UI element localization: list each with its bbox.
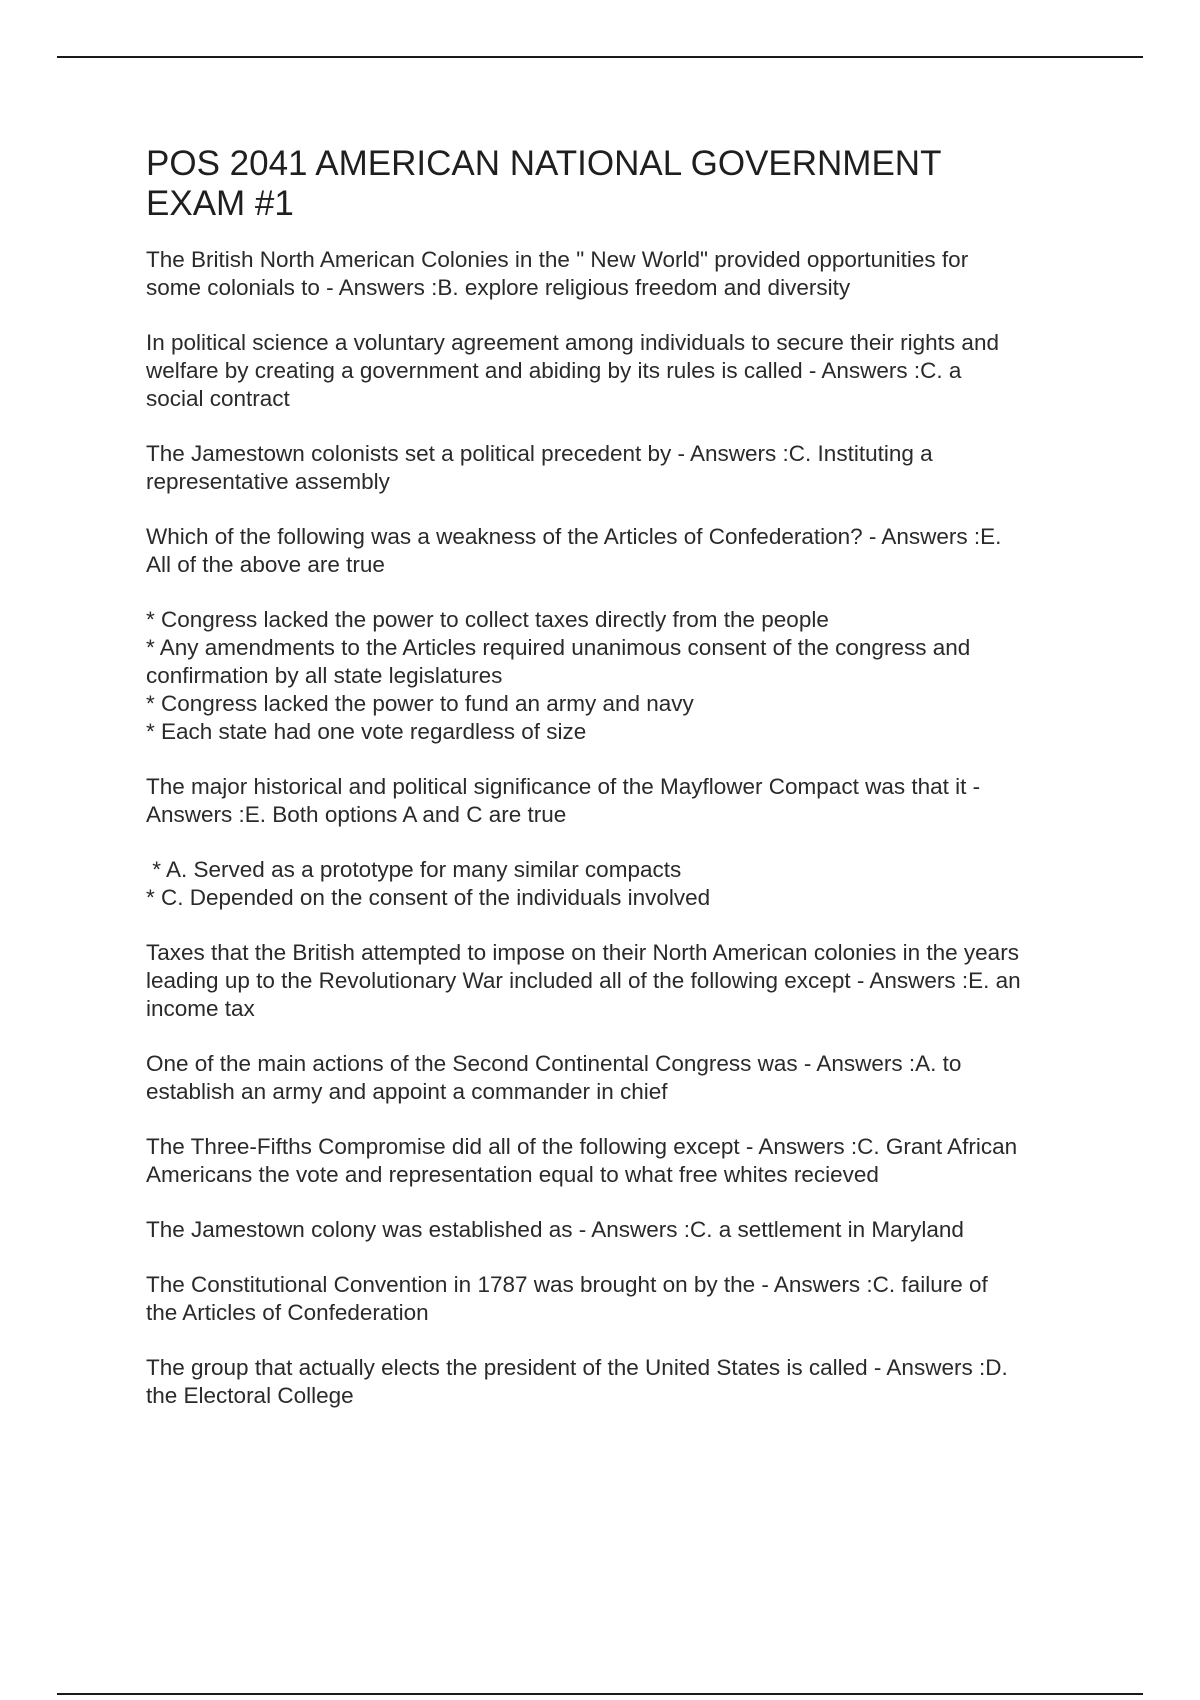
bullet-line: * Congress lacked the power to collect taxes directly from the people — [146, 607, 829, 632]
text-line: the Articles of Confederation — [146, 1300, 429, 1325]
document-title — [146, 144, 1106, 224]
bullet-line: * Each state had one vote regardless of size — [146, 719, 587, 744]
question-3 — [146, 440, 1106, 496]
text-line: welfare by creating a government and abiding by its rules is called - Answers :C. a — [146, 358, 962, 383]
text-line: Answers :E. Both options A and C are true — [146, 802, 567, 827]
text-line: establish an army and appoint a commander in chief — [146, 1079, 668, 1104]
text-line: The British North American Colonies in the " New World" provided opportunities for — [146, 247, 969, 272]
answer-bullet-list — [146, 606, 1106, 746]
text-line: leading up to the Revolutionary War included all of the following except - Answers :E. an — [146, 968, 1021, 993]
question-6 — [146, 939, 1106, 1023]
bottom-divider — [57, 1693, 1143, 1695]
text-line: income tax — [146, 996, 255, 1021]
text-line: Which of the following was a weakness of the Articles of Confederation? - Answers :E. — [146, 524, 1002, 549]
title-line: EXAM #1 — [146, 184, 294, 223]
text-line: social contract — [146, 386, 290, 411]
top-divider — [57, 56, 1143, 58]
question-2 — [146, 329, 1106, 413]
question-10 — [146, 1271, 1106, 1327]
text-line: Americans the vote and representation equal to what free whites recieved — [146, 1162, 879, 1187]
text-line: One of the main actions of the Second Continental Congress was - Answers :A. to — [146, 1051, 962, 1076]
question-5 — [146, 773, 1106, 829]
bullet-line: * Any amendments to the Articles required unanimous consent of the congress and — [146, 635, 971, 660]
question-8 — [146, 1133, 1106, 1189]
text-line: The major historical and political significance of the Mayflower Compact was that it - — [146, 774, 981, 799]
title-line: POS 2041 AMERICAN NATIONAL GOVERNMENT — [146, 144, 942, 183]
text-line: some colonials to - Answers :B. explore religious freedom and diversity — [146, 275, 851, 300]
question-4 — [146, 523, 1106, 579]
question-1 — [146, 246, 1106, 302]
answer-bullet-list — [146, 856, 1106, 912]
document-body — [146, 144, 1106, 1437]
text-line: representative assembly — [146, 469, 390, 494]
text-line: The Jamestown colonists set a political precedent by - Answers :C. Instituting a — [146, 441, 933, 466]
text-line: the Electoral College — [146, 1383, 354, 1408]
text-line: Taxes that the British attempted to impose on their North American colonies in the years — [146, 940, 1019, 965]
bullet-line: * C. Depended on the consent of the individuals involved — [146, 885, 711, 910]
question-11 — [146, 1354, 1106, 1410]
text-line: The group that actually elects the president of the United States is called - Answers :D. — [146, 1355, 1008, 1380]
text-line: In political science a voluntary agreement among individuals to secure their rights and — [146, 330, 999, 355]
question-7 — [146, 1050, 1106, 1106]
text-line: The Three-Fifths Compromise did all of the following except - Answers :C. Grant African — [146, 1134, 1018, 1159]
text-line: The Constitutional Convention in 1787 was brought on by the - Answers :C. failure of — [146, 1272, 988, 1297]
text-line: The Jamestown colony was established as - Answers :C. a settlement in Maryland — [146, 1217, 964, 1242]
bullet-line: * A. Served as a prototype for many similar compacts — [146, 857, 682, 882]
text-line: All of the above are true — [146, 552, 385, 577]
bullet-line: confirmation by all state legislatures — [146, 663, 503, 688]
question-9 — [146, 1216, 1106, 1244]
bullet-line: * Congress lacked the power to fund an army and navy — [146, 691, 694, 716]
